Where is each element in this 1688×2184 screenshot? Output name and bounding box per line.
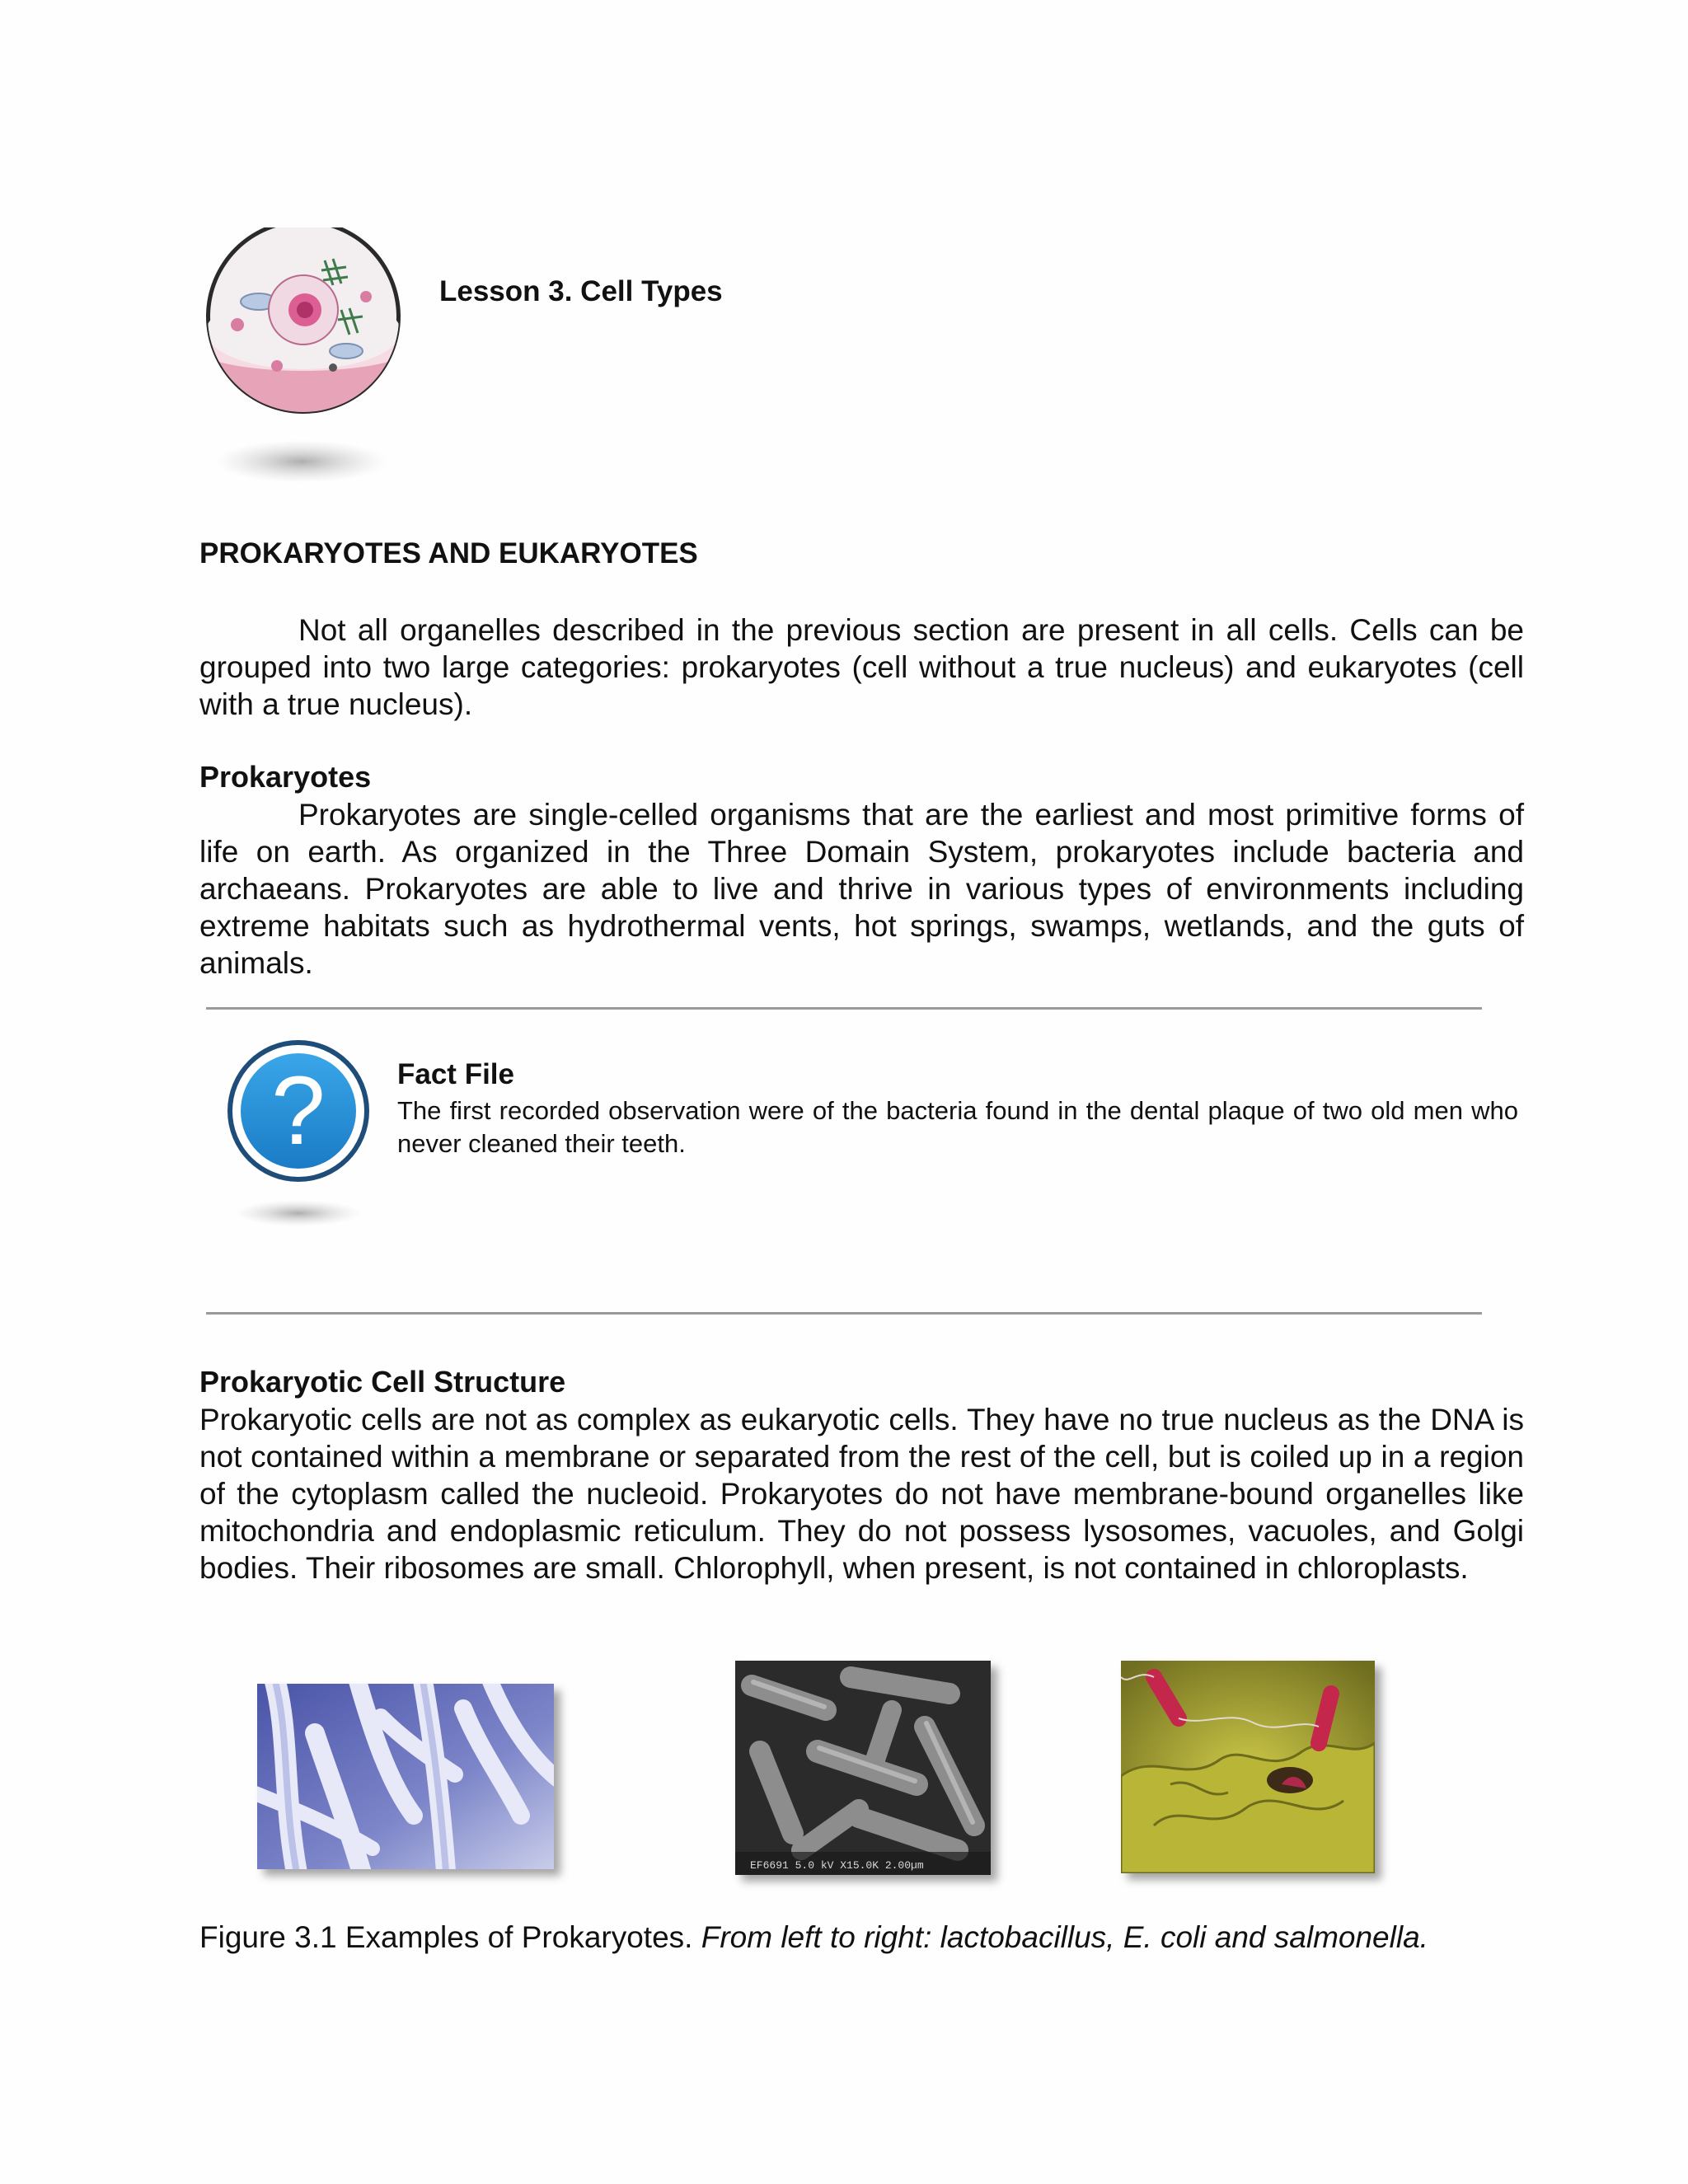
prokaryotes-paragraph: Prokaryotes are single-celled organisms that are the earliest and most primitive forms of life on earth. As organized in the Three Domain System, prokaryotes include bacteria and archaeans. Prokaryotes are able to live and thrive in various types of environments including extreme habitats such as hydrothermal vents, hot springs, swamps, wetlands, and the guts of animals. xyxy=(199,798,1524,980)
fact-file-title: Fact File xyxy=(397,1058,514,1090)
section-heading: PROKARYOTES AND EUKARYOTES xyxy=(199,537,698,569)
figure-caption-prefix: Figure 3.1 Examples of Prokaryotes. xyxy=(199,1920,693,1954)
figure-caption xyxy=(199,1920,1428,1955)
fact-file-bottom-divider xyxy=(206,1312,1482,1315)
salmonella-micrograph xyxy=(1121,1661,1375,1873)
micrograph-scale-label: EF6691 5.0 kV X15.0K 2.00µm xyxy=(750,1859,924,1872)
structure-heading: Prokaryotic Cell Structure xyxy=(199,1365,566,1399)
e-coli-micrograph xyxy=(735,1661,991,1875)
fact-file-text: The first recorded observation were of the bacteria found in the dental plaque of two old men who never cleaned their teeth. xyxy=(397,1096,1518,1158)
fact-file-top-divider xyxy=(206,1007,1482,1010)
question-mark-icon xyxy=(223,1040,375,1231)
prokaryotes-heading: Prokaryotes xyxy=(199,760,372,794)
svg-text:?: ? xyxy=(271,1057,326,1165)
intro-paragraph: Not all organelles described in the previous section are present in all cells. Cells can be grouped into two large categories: prokaryotes (cell without a true nucleus) and eukaryotes (cell with a true nucleus). xyxy=(199,613,1524,721)
animal-cell-illustration-icon xyxy=(201,227,407,488)
lesson-title: Lesson 3. Cell Types xyxy=(439,275,723,307)
structure-paragraph: Prokaryotic cells are not as complex as eukaryotic cells. They have no true nucleus as the DNA is not contained within a membrane or separated from the rest of the cell, but is coiled up in a region of the cytoplasm called the nucleoid. Prokaryotes do not have membrane-bound organelles like mitochondria and endoplasmic reticulum. They do not possess lysosomes, vacuoles, and Golgi bodies. Their ribosomes are small. Chlorophyll, when present, is not contained in chloroplasts. xyxy=(199,1403,1524,1585)
lactobacillus-micrograph xyxy=(257,1684,554,1869)
figure-caption-italic: From left to right: lactobacillus, E. coli and salmonella. xyxy=(701,1920,1428,1954)
